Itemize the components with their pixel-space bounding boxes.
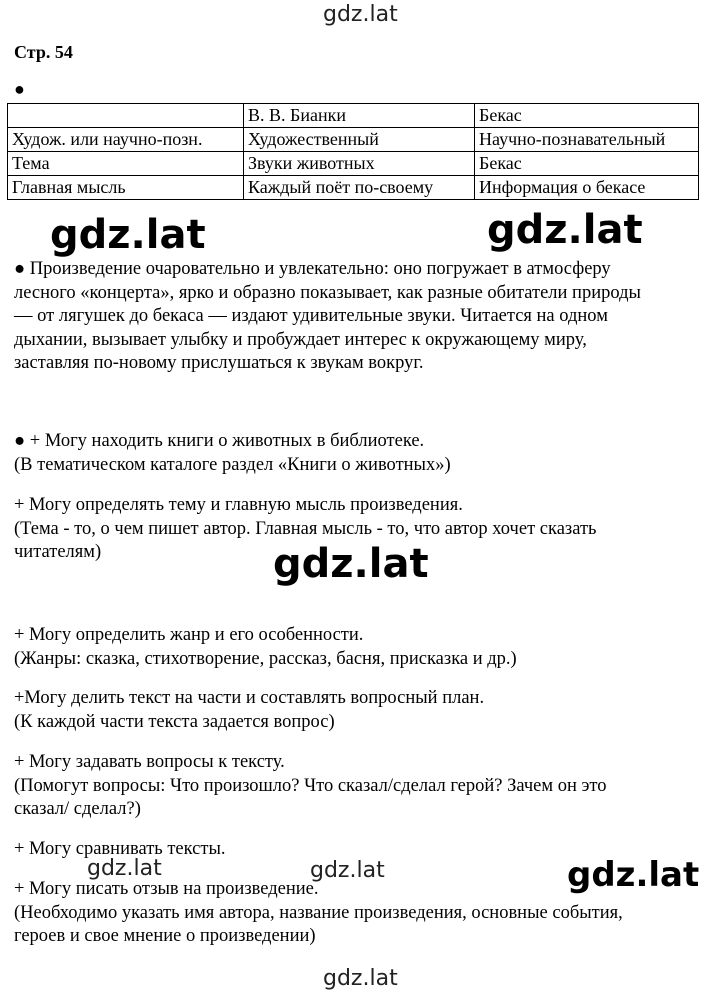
watermark-right: gdz.lat [487, 207, 643, 253]
text-line: + Могу задавать вопросы к тексту. [14, 752, 285, 772]
watermark-bottom-left: gdz.lat [87, 856, 162, 881]
text-line: — от лягушек до бекаса — издают удивительные звуки. Читается на одном [14, 306, 608, 326]
text-line: сказал/ сделал?) [14, 799, 141, 819]
table-cell: Бекас [475, 104, 699, 128]
text-line: дыхании, вызывает улыбку и пробуждает интерес к окружающему миру, [14, 329, 587, 350]
watermark-top: gdz.lat [323, 2, 398, 27]
table-cell: Каждый поёт по-своему [244, 176, 475, 200]
watermark-bottom-right: gdz.lat [567, 855, 700, 895]
table-cell: Бекас [475, 152, 699, 176]
table-cell: Тема [8, 152, 244, 176]
text-line: (Необходимо указать имя автора, название произведения, основные события, [14, 902, 623, 923]
skill-item [14, 624, 714, 671]
skill-item [14, 494, 714, 565]
table-cell: Информация о бекасе [475, 176, 699, 200]
text-line: заставляя по-новому прислушаться к звукам вокруг. [14, 353, 424, 373]
text-line: (К каждой части текста задается вопрос) [14, 711, 335, 732]
text-line: ● Произведение очаровательно и увлекательно: оно погружает в атмосферу [14, 259, 611, 279]
skill-item [14, 878, 714, 949]
comparison-table [7, 103, 699, 200]
text-line: (Жанры: сказка, стихотворение, рассказ, басня, присказка и др.) [14, 648, 517, 669]
table-row [8, 128, 699, 152]
text-line: героев и свое мнение о произведении) [14, 926, 316, 946]
text-line: (Помогут вопросы: Что произошло? Что сказал/сделал герой? Зачем он это [14, 775, 607, 796]
table-row [8, 104, 699, 128]
text-line: (Тема - то, о чем пишет автор. Главная мысль - то, что автор хочет сказать [14, 518, 597, 539]
text-line: + Могу сравнивать тексты. [14, 839, 226, 859]
table-bullet: ● [14, 79, 25, 99]
table-row [8, 152, 699, 176]
watermark-center: gdz.lat [273, 541, 429, 587]
watermark-footer: gdz.lat [323, 966, 398, 991]
text-line: + Могу определять тему и главную мысль произведения. [14, 495, 463, 515]
text-line: читателям) [14, 542, 102, 562]
skill-item [14, 687, 714, 734]
text-line: + Могу писать отзыв на произведение. [14, 879, 319, 899]
text-line: +Могу делить текст на части и составлять вопросный план. [14, 688, 485, 708]
text-line: (В тематическом каталоге раздел «Книги о животных») [14, 454, 451, 475]
table-cell: В. В. Бианки [244, 104, 475, 128]
table-cell: Художественный [244, 128, 475, 152]
watermark-left: gdz.lat [50, 212, 206, 258]
watermark-bottom-mid: gdz.lat [310, 858, 385, 883]
review-paragraph [14, 258, 714, 376]
table-cell: Худож. или научно-позн. [8, 128, 244, 152]
page-number: Стр. 54 [14, 42, 73, 62]
table-row [8, 176, 699, 200]
table-cell [8, 104, 244, 128]
text-line: ● + Могу находить книги о животных в библиотеке. [14, 431, 425, 451]
skill-item [14, 838, 714, 862]
table-cell: Научно-познавательный [475, 128, 699, 152]
skill-item [14, 751, 714, 822]
skill-item [14, 430, 714, 477]
table-cell: Звуки животных [244, 152, 475, 176]
table-cell: Главная мысль [8, 176, 244, 200]
text-line: + Могу определить жанр и его особенности. [14, 625, 364, 645]
text-line: лесного «концерта», ярко и образно показывает, как разные обитатели природы [14, 282, 641, 303]
